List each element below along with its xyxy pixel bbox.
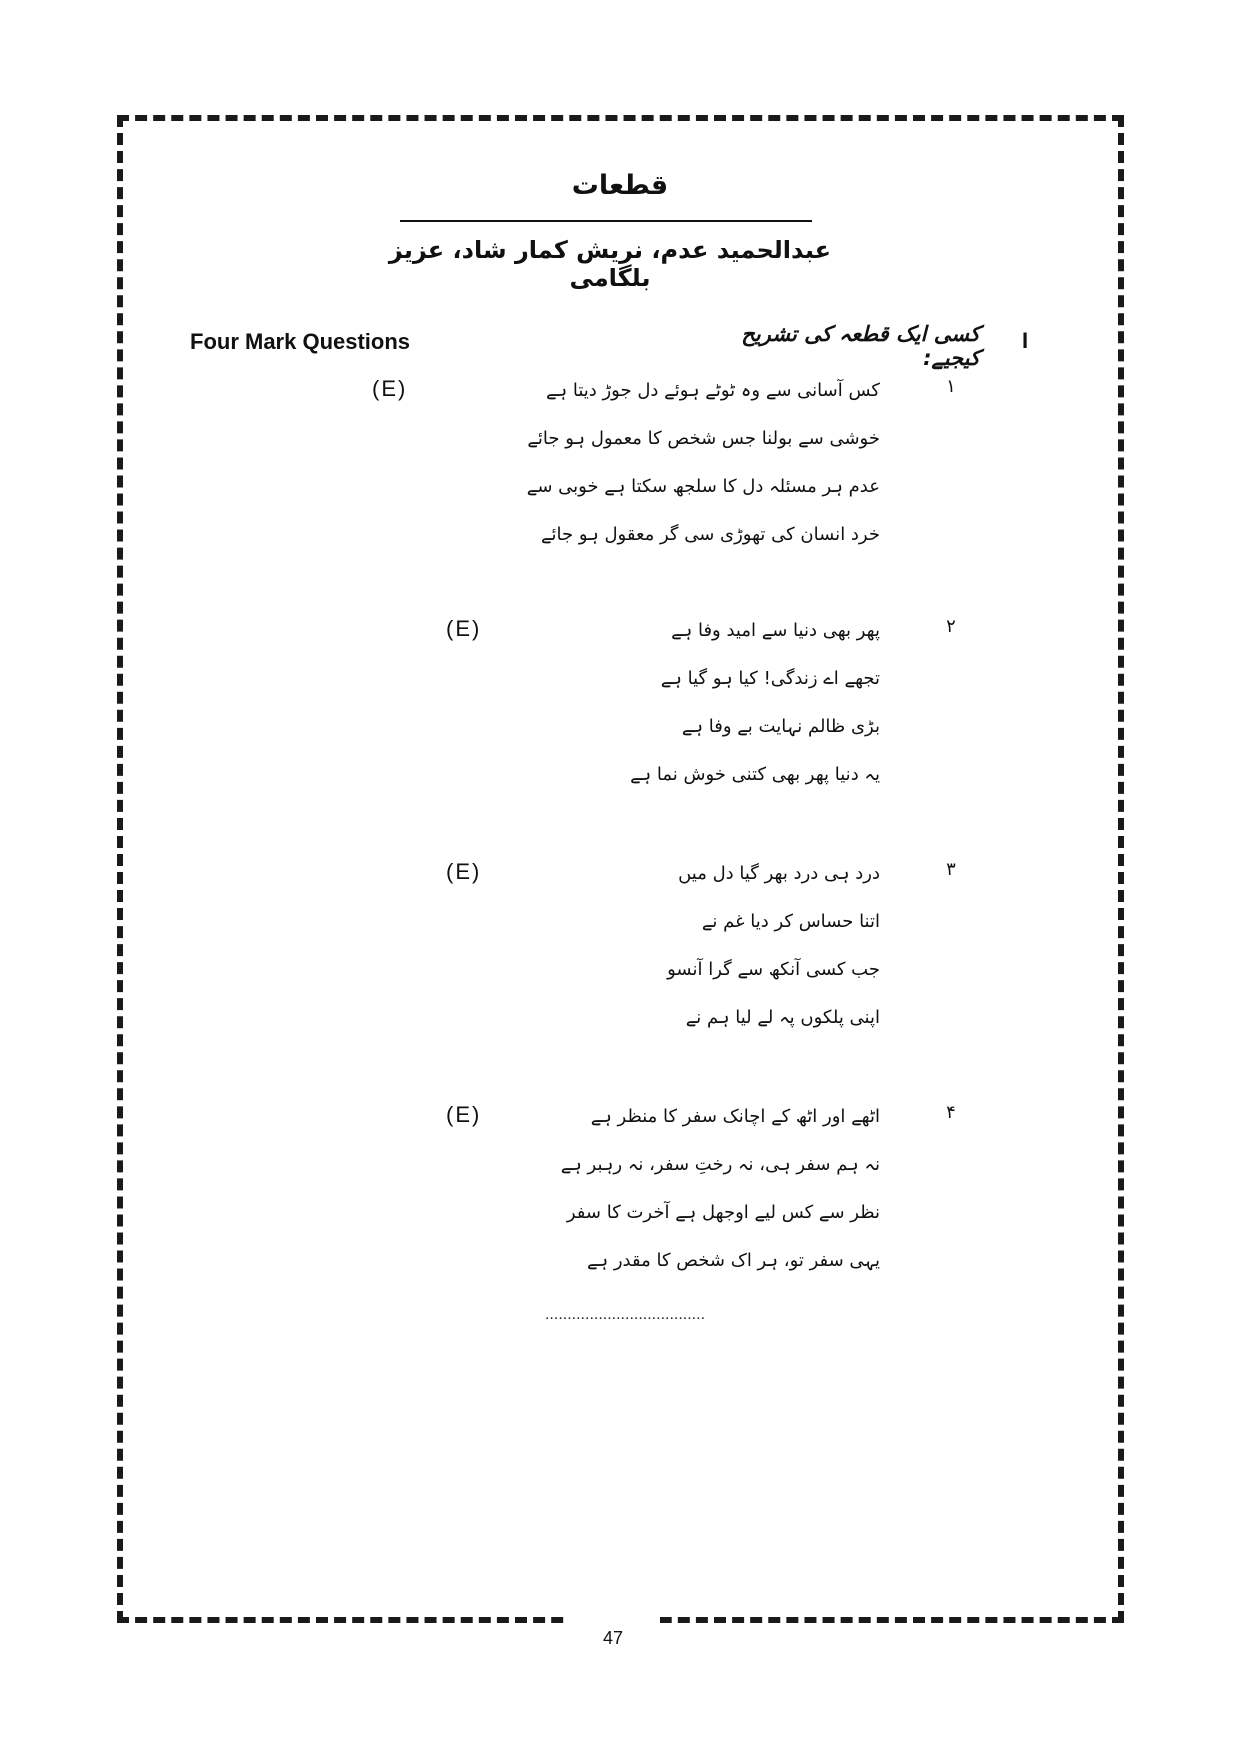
quatrain-line: پھر بھی دنیا سے امید وفا ہے [671,620,880,641]
quatrain-line: کس آسانی سے وہ ٹوٹے ہوئے دل جوڑ دیتا ہے [546,380,880,401]
quatrain-line: یہی سفر تو، ہر اک شخص کا مقدر ہے [587,1250,880,1271]
quatrain-line: تجھے اے زندگی! کیا ہو گیا ہے [660,668,880,689]
quatrain-line: درد ہی درد بھر گیا دل میں [678,863,880,884]
quatrain-code: (E) [446,859,482,884]
chapter-title: قطعات [571,170,669,201]
quatrain-lines [540,859,880,1051]
quatrain-lines [526,376,880,568]
quatrain-code: (E) [372,376,408,401]
quatrain-line: اپنی پلکوں پہ لے لیا ہم نے [685,1007,880,1028]
quatrain-line: خوشی سے بولنا جس شخص کا معمول ہو جائے [527,428,880,449]
end-of-section-dots: .................................... [544,1306,706,1323]
quatrain-number: ۲ [946,616,956,637]
quatrain-lines [540,1102,880,1294]
quatrain-lines [540,616,880,808]
quatrain-code: (E) [446,1102,482,1127]
quatrain-line: نہ ہم سفر ہی، نہ رختِ سفر، نہ رہبر ہے [560,1154,880,1175]
question-number: I [1022,328,1029,353]
title-underline [400,220,812,222]
quatrain-number: ۴ [946,1102,956,1123]
quatrain-code: (E) [446,616,482,641]
quatrain-line: بڑی ظالم نہایت بے وفا ہے [681,716,880,737]
quatrain-line: جب کسی آنکھ سے گرا آنسو [667,959,880,980]
quatrain-line: خرد انسان کی تھوڑی سی گر معقول ہو جائے [541,524,880,545]
question-instruction: کسی ایک قطعہ کی تشریح کیجیے: [741,322,980,370]
marks-heading: Four Mark Questions [190,329,411,354]
quatrain-line: یہ دنیا پھر بھی کتنی خوش نما ہے [630,764,880,785]
chapter-authors: عبدالحمید عدم، نریش کمار شاد، عزیز بلگامی [388,236,832,292]
quatrain-number: ۳ [946,859,956,880]
quatrain-number: ۱ [946,376,956,397]
quatrain-line: نظر سے کس لیے اوجھل ہے آخرت کا سفر [566,1202,880,1223]
quatrain-line: اتنا حساس کر دیا غم نے [701,911,880,932]
quatrain-line: عدم ہر مسئلہ دل کا سلجھ سکتا ہے خوبی سے [526,476,880,497]
page-number: 47 [602,1628,624,1648]
quatrain-line: اٹھے اور اٹھ کے اچانک سفر کا منظر ہے [590,1106,880,1127]
